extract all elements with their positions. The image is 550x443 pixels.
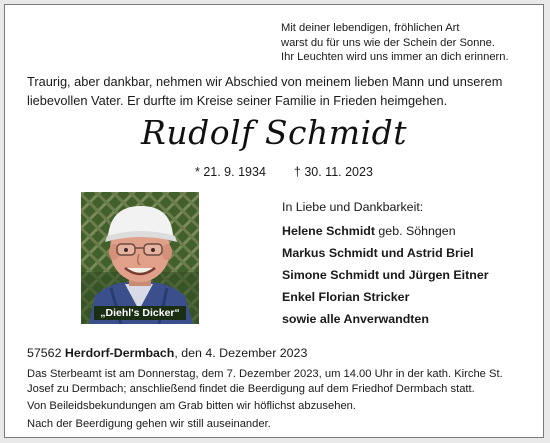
deceased-name: Rudolf Schmidt [141, 113, 407, 152]
farewell-note: Nach der Beerdigung gehen wir still auseinander. [27, 417, 271, 430]
poem [281, 21, 543, 65]
mourner-line [282, 264, 489, 286]
mourner-line [282, 220, 489, 242]
service-note: Das Sterbeamt ist am Donnerstag, dem 7. Dezember 2023, um 14.00 Uhr in der kath. Kirche St. Josef zu Dermbach; anschließend findet die Beerdigung auf dem Friedhof Dermbach statt. [27, 368, 503, 395]
mourner-name: Helene Schmidt [282, 224, 375, 238]
mourner-line [282, 308, 489, 330]
birth-date: * 21. 9. 1934 [195, 165, 266, 179]
mourner-name: Enkel Florian Stricker [282, 290, 410, 304]
life-dates [195, 165, 373, 179]
announcement-date: , den 4. Dezember 2023 [174, 346, 308, 360]
obituary-card [4, 4, 544, 438]
mourner-line [282, 286, 489, 308]
funeral-notes [27, 367, 532, 434]
portrait-photo [81, 192, 199, 324]
mourner-name: Markus Schmidt und Astrid Briel [282, 246, 474, 260]
mourner-name: sowie alle Anverwandten [282, 312, 429, 326]
mourners-list [282, 196, 489, 330]
mourner-suffix: geb. Söhngen [374, 224, 456, 238]
photo-caption: „Diehl's Dicker“ [94, 306, 186, 320]
mourners-heading: In Liebe und Dankbarkeit: [282, 200, 424, 214]
intro-text [27, 73, 537, 110]
death-date: † 30. 11. 2023 [293, 165, 373, 179]
zip-code: 57562 [27, 346, 65, 360]
mourner-name: Simone Schmidt und Jürgen Eitner [282, 268, 489, 282]
town-name: Herdorf-Dermbach [64, 346, 175, 360]
intro-line: Traurig, aber dankbar, nehmen wir Abschied von meinem lieben Mann und unserem [27, 74, 503, 89]
condolence-note: Von Beileidsbekundungen am Grab bitten wir höflichst abzusehen. [27, 400, 356, 412]
intro-line: liebevollen Vater. Er durfte im Kreise seiner Familie in Frieden heimgehen. [27, 92, 448, 108]
poem-line: Ihr Leuchten wird uns immer an dich erinnern. [281, 51, 509, 63]
mourner-line [282, 242, 489, 264]
poem-line: warst du für uns wie der Schein der Sonne. [281, 36, 495, 49]
place-and-date [27, 346, 307, 360]
portrait-illustration [81, 192, 199, 324]
poem-line: Mit deiner lebendigen, fröhlichen Art [281, 22, 460, 34]
